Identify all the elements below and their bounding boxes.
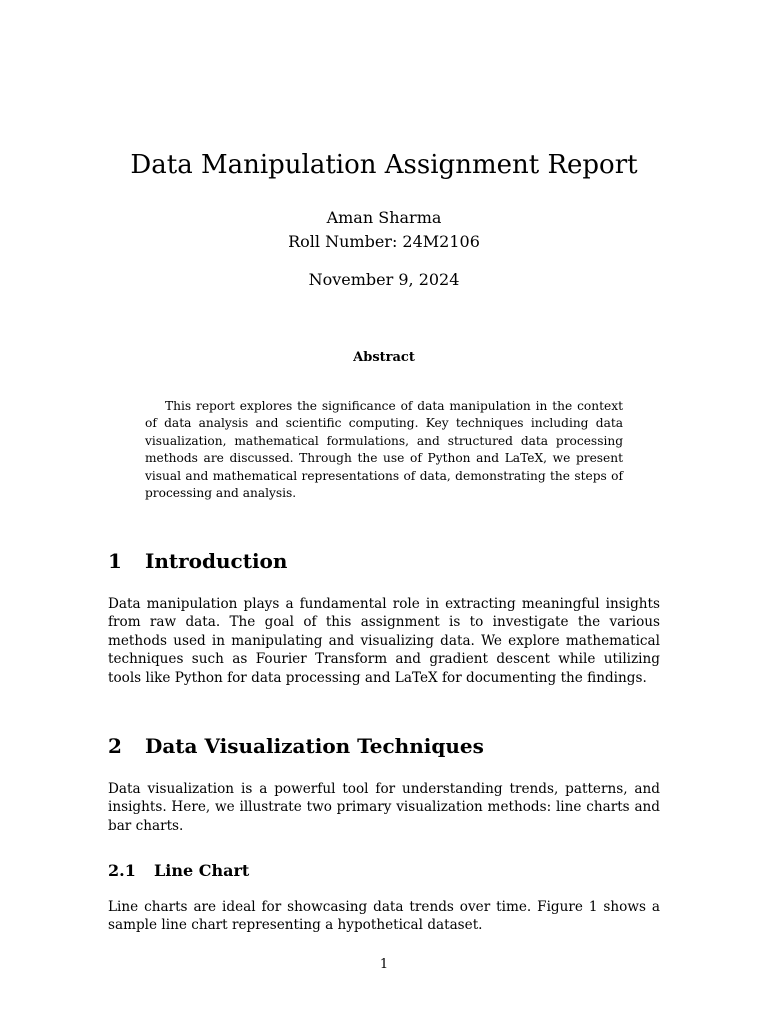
author-name: Aman Sharma — [326, 208, 442, 227]
abstract-body: This report explores the significance of data manipulation in the context of data analysis and scientific computing. Key techniques including data visualization, mathematical formulations, and structured data processing methods are discussed. Through the use of Python and LaTeX, we present visual and mathematical representations of data, demonstrating the steps of processing and analysis. — [145, 399, 623, 501]
section-heading-introduction — [108, 547, 668, 575]
section-title: Data Visualization Techniques — [145, 734, 484, 758]
subsection-heading-line-chart — [108, 860, 668, 882]
section-title: Introduction — [145, 549, 288, 573]
section-number: 1 — [108, 549, 122, 573]
subsection-title: Line Chart — [154, 861, 250, 880]
page-number: 1 — [379, 957, 389, 972]
line-chart-paragraph: Line charts are ideal for showcasing data trends over time. Figure 1 shows a sample line chart representing a hypothetical dataset. — [108, 899, 660, 934]
author-roll-number: Roll Number: 24M2106 — [288, 232, 480, 251]
paper-title: Data Manipulation Assignment Report — [130, 150, 638, 180]
section-heading-data-visualization — [108, 732, 668, 760]
section-number: 2 — [108, 734, 122, 758]
paper-date: November 9, 2024 — [308, 270, 460, 289]
subsection-number: 2.1 — [108, 861, 136, 880]
introduction-paragraph: Data manipulation plays a fundamental role in extracting meaningful insights from raw data. The goal of this assignment is to investigate the various methods used in manipulating and visualizing data. We explore mathematical techniques such as Fourier Transform and gradient descent while utilizing tools like Python for data processing and LaTeX for documenting the findings. — [108, 596, 660, 686]
abstract-heading: Abstract — [353, 350, 415, 365]
data-visualization-paragraph: Data visualization is a powerful tool for understanding trends, patterns, and insights. Here, we illustrate two primary visualization methods: line charts and bar charts. — [108, 781, 660, 834]
author-block — [0, 206, 768, 254]
